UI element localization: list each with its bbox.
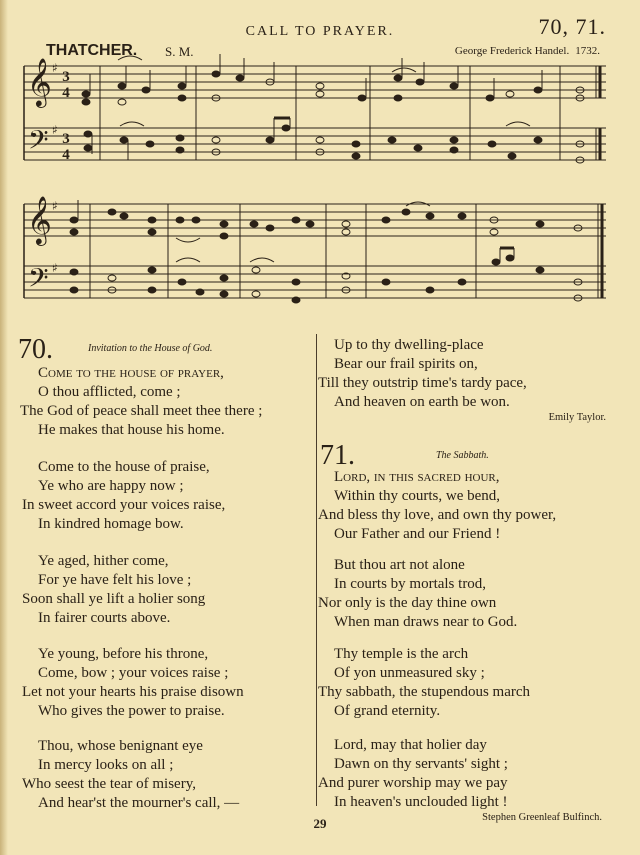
staff-treble-1	[24, 66, 606, 98]
note	[506, 255, 514, 261]
verse-line: And heaven on earth be won.	[334, 394, 510, 410]
verse-line: And hear'st the mourner's call, —	[38, 795, 240, 811]
verse-line: O thou afflicted, come ;	[38, 384, 181, 400]
verse-line: Let not your hearts his praise disown	[22, 684, 244, 700]
note	[458, 213, 466, 219]
note	[70, 229, 78, 235]
note	[220, 233, 228, 239]
verse-line: Our Father and our Friend !	[334, 526, 501, 542]
time-sig-bottom: 4	[62, 85, 70, 101]
note	[212, 137, 220, 143]
note	[316, 91, 324, 97]
verse-line: But thou art not alone	[334, 557, 465, 573]
verse-line: Thy temple is the arch	[334, 646, 469, 662]
note	[176, 217, 184, 223]
hymn-70-stanza-1	[22, 364, 262, 440]
verse-line: In mercy looks on all ;	[38, 757, 174, 773]
note	[178, 279, 186, 285]
note	[82, 91, 90, 97]
verse-line: In fairer courts above.	[38, 610, 171, 626]
verse-line: Nor only is the day thine own	[318, 595, 497, 611]
note	[306, 221, 314, 227]
note	[450, 147, 458, 153]
note	[82, 99, 90, 105]
note	[352, 153, 360, 159]
verse-line: Come to the house of prayer,	[38, 365, 224, 381]
note	[120, 213, 128, 219]
hymn-71-stanza-3	[318, 645, 530, 721]
hymn-71-stanza-4	[318, 736, 508, 812]
treble-clef-icon: 𝄞	[27, 57, 52, 106]
verse-line: The God of peace shall meet thee there ;	[20, 403, 263, 419]
hymn-71-stanza-1	[318, 468, 556, 544]
verse-line: Of grand eternity.	[334, 703, 441, 719]
note	[70, 217, 78, 223]
note	[84, 131, 92, 137]
note	[148, 229, 156, 235]
note	[490, 229, 498, 235]
note	[176, 147, 184, 153]
verse-line: He makes that house his home.	[38, 422, 225, 438]
note	[492, 259, 500, 265]
note	[220, 291, 228, 297]
note	[486, 95, 494, 101]
verse-line: For ye have felt his love ;	[38, 572, 192, 588]
verse-line: Soon shall ye lift a holier song	[22, 591, 206, 607]
hymn-numbers: 70, 71.	[538, 14, 606, 39]
hymn-70-stanza-6	[318, 336, 527, 412]
note	[148, 217, 156, 223]
note	[382, 217, 390, 223]
note	[534, 137, 542, 143]
note	[488, 141, 496, 147]
system-2	[24, 204, 606, 298]
note	[196, 289, 204, 295]
hymn-70-stanza-3	[22, 552, 205, 628]
verse-line: Within thy courts, we bend,	[334, 488, 501, 504]
composer-name: George Frederick Handel.	[454, 45, 570, 57]
note	[70, 287, 78, 293]
note	[382, 279, 390, 285]
verse-line: Up to thy dwelling-place	[334, 337, 484, 353]
note	[108, 275, 116, 281]
verse-line: Bear our frail spirits on,	[334, 356, 478, 372]
hymn-70-stanza-4	[22, 645, 244, 721]
note	[426, 287, 434, 293]
hymn-71-number: 71.	[320, 440, 355, 471]
hymn-70-stanza-2	[22, 458, 225, 534]
hymn-71-author: Stephen Greenleaf Bulfinch.	[482, 812, 602, 823]
verse-line: In courts by mortals trod,	[334, 576, 487, 592]
note	[416, 79, 424, 85]
note	[108, 209, 116, 215]
note	[358, 95, 366, 101]
verse-line: Ye aged, hither come,	[38, 553, 169, 569]
note	[508, 153, 516, 159]
hymn-70-subtitle: Invitation to the House of God.	[88, 343, 213, 354]
verse-line: Lord, in this sacred hour,	[334, 469, 500, 485]
note	[458, 279, 466, 285]
note	[266, 137, 274, 143]
column-rule	[316, 334, 317, 806]
time-sig-top: 3	[62, 69, 70, 85]
time-signatures	[62, 69, 70, 163]
note	[176, 135, 184, 141]
time-sig-bottom: 4	[62, 147, 70, 163]
note	[414, 145, 422, 151]
key-sharp-icon: ♯	[52, 199, 58, 213]
note	[402, 209, 410, 215]
note	[70, 269, 78, 275]
system-1	[24, 66, 606, 160]
verse-line: And bless thy love, and own thy power,	[318, 507, 557, 523]
note	[148, 287, 156, 293]
note	[252, 267, 260, 273]
hymn-71-stanza-2	[318, 556, 517, 632]
key-sharp-icon: ♯	[52, 61, 58, 75]
note	[236, 75, 244, 81]
note	[426, 213, 434, 219]
time-sig-top: 3	[62, 131, 70, 147]
note	[394, 95, 402, 101]
bass-clef-icon: 𝄢	[28, 262, 49, 300]
note	[292, 217, 300, 223]
key-sharp-icon: ♯	[52, 261, 58, 275]
hymn-70-number: 70.	[18, 334, 53, 365]
hymn-71-subtitle: The Sabbath.	[436, 450, 489, 461]
note	[536, 221, 544, 227]
verse-line: In kindred homage bow.	[38, 516, 184, 532]
verse-line: Lord, may that holier day	[334, 737, 487, 753]
notes-system-1	[82, 54, 584, 163]
bass-clef-icon: 𝄢	[28, 124, 49, 162]
note	[84, 145, 92, 151]
key-sharp-icon: ♯	[52, 123, 58, 137]
verse-line: Till they outstrip time's tardy pace,	[318, 375, 527, 391]
verse-line: Come to the house of praise,	[38, 459, 210, 475]
verse-line: Dawn on thy servants' sight ;	[334, 756, 508, 772]
note	[220, 221, 228, 227]
tune-name: THATCHER.	[46, 42, 138, 59]
note	[192, 217, 200, 223]
page-number: 29	[313, 816, 327, 831]
music-score	[0, 0, 640, 320]
treble-clef-icon: 𝄞	[27, 195, 52, 244]
verse-line: Who gives the power to praise.	[38, 703, 225, 719]
verse-line: Come, bow ; your voices raise ;	[38, 665, 229, 681]
note	[220, 275, 228, 281]
note	[178, 95, 186, 101]
running-title: CALL TO PRAYER.	[245, 24, 395, 39]
note	[450, 137, 458, 143]
hymn-70-stanza-5	[22, 737, 239, 813]
note	[266, 225, 274, 231]
verse-line: Who seest the tear of misery,	[22, 776, 196, 792]
composition-year: 1732.	[575, 45, 600, 57]
note	[292, 297, 300, 303]
note	[316, 83, 324, 89]
note	[250, 221, 258, 227]
note	[506, 91, 514, 97]
note	[148, 267, 156, 273]
verse-line: Ye young, before his throne,	[38, 646, 209, 662]
verse-line: In sweet accord your voices raise,	[22, 497, 226, 513]
note	[142, 87, 150, 93]
verse-line: Thy sabbath, the stupendous march	[318, 684, 531, 700]
note	[292, 279, 300, 285]
note	[118, 99, 126, 105]
note	[120, 137, 128, 143]
verse-line: Of yon unmeasured sky ;	[334, 665, 485, 681]
verse-line: When man draws near to God.	[334, 614, 518, 630]
note	[146, 141, 154, 147]
verse-line: And purer worship may we pay	[318, 775, 508, 791]
verse-line: In heaven's unclouded light !	[334, 794, 508, 810]
note	[394, 75, 402, 81]
staff-bass-1	[24, 128, 606, 160]
note	[212, 71, 220, 77]
note	[342, 221, 350, 227]
note	[352, 141, 360, 147]
note	[282, 125, 290, 131]
note	[252, 291, 260, 297]
hymn-70-author: Emily Taylor.	[548, 412, 606, 423]
tune-meter: S. M.	[165, 44, 194, 59]
verse-line: Thou, whose benignant eye	[38, 738, 203, 754]
note	[118, 83, 126, 89]
note	[178, 83, 186, 89]
note	[388, 137, 396, 143]
note	[534, 87, 542, 93]
note	[342, 229, 350, 235]
clefs	[27, 57, 58, 300]
note	[450, 83, 458, 89]
verse-line: Ye who are happy now ;	[38, 478, 184, 494]
note	[316, 137, 324, 143]
barlines-2	[90, 204, 476, 298]
note	[536, 267, 544, 273]
